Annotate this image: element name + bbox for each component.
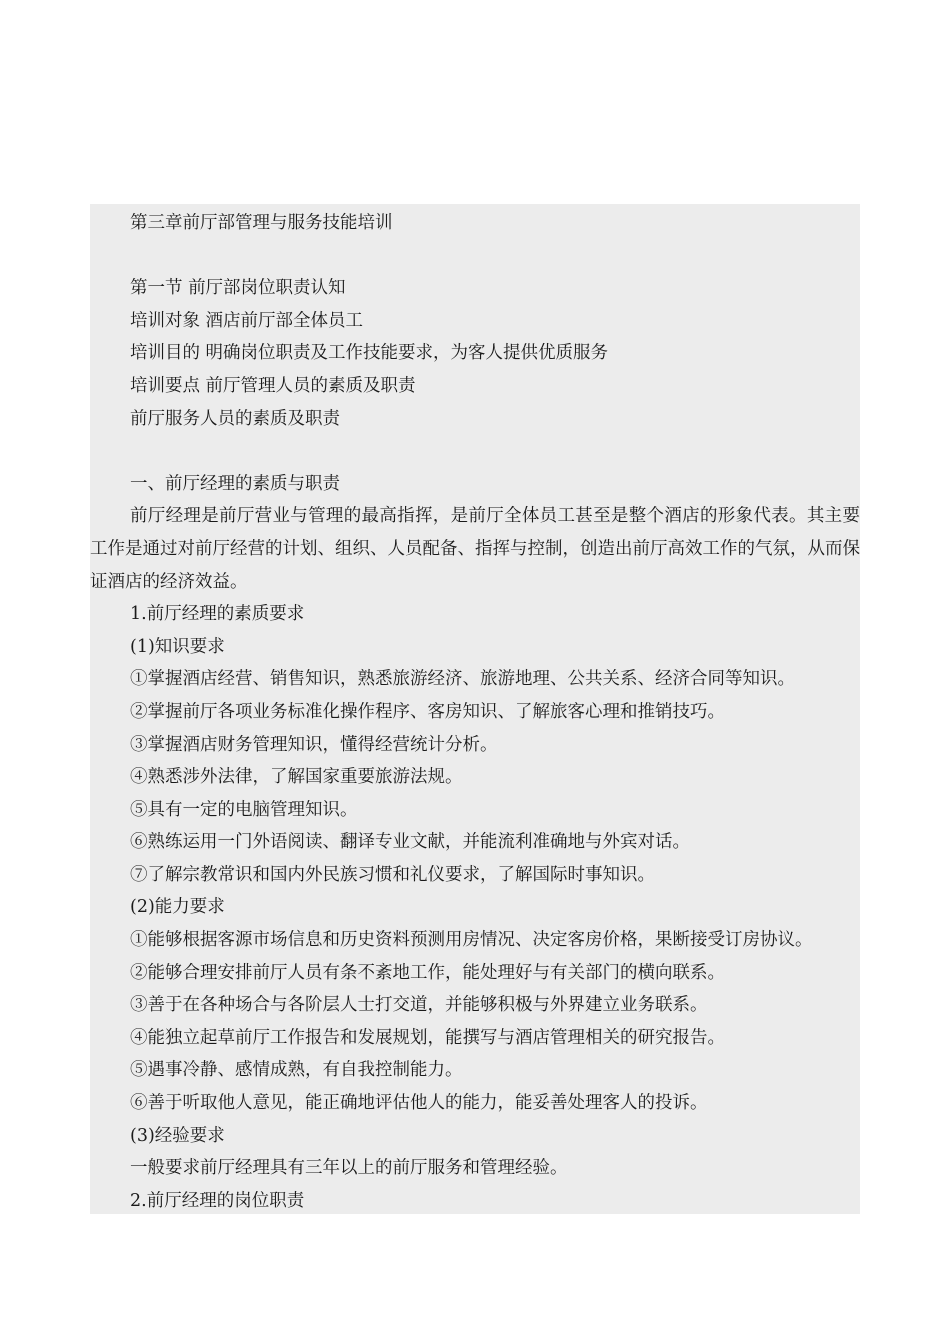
knowledge-item: ④熟悉涉外法律，了解国家重要旅游法规。 [130,767,463,788]
ability-title: (2)能力要求 [130,897,225,918]
knowledge-item: ③掌握酒店财务管理知识，懂得经营统计分析。 [130,734,498,755]
training-target: 培训对象 酒店前厅部全体员工 [130,310,364,331]
experience-title: (3)经验要求 [130,1125,225,1146]
knowledge-item: ⑥熟练运用一门外语阅读、翻译专业文献，并能流利准确地与外宾对话。 [130,832,690,853]
chapter-title: 第三章前厅部管理与服务技能培训 [130,213,393,233]
training-goal: 培训目的 明确岗位职责及工作技能要求，为客人提供优质服务 [130,343,609,364]
ability-item: ③善于在各种场合与各阶层人士打交道，并能够积极与外界建立业务联系。 [130,995,708,1016]
knowledge-item: ⑤具有一定的电脑管理知识。 [130,799,358,820]
section-title: 第一节 前厅部岗位职责认知 [130,278,346,299]
ability-item: ⑥善于听取他人意见，能正确地评估他人的能力，能妥善处理客人的投诉。 [130,1093,708,1114]
blank-line [90,240,860,273]
ability-item: ②能够合理安排前厅人员有条不紊地工作，能处理好与有关部门的横向联系。 [130,962,725,983]
blank-line [90,435,860,468]
knowledge-item: ①掌握酒店经营、销售知识，熟悉旅游经济、旅游地理、公共关系、经济合同等知识。 [130,669,795,690]
ability-item: ⑤遇事冷静、感情成熟，有自我控制能力。 [130,1060,463,1081]
document-body [90,207,860,1217]
knowledge-item: ②掌握前厅各项业务标准化操作程序、客房知识、了解旅客心理和推销技巧。 [130,701,725,722]
part-one-title: 一、前厅经理的素质与职责 [130,473,340,494]
ability-item: ④能独立起草前厅工作报告和发展规划，能撰写与酒店管理相关的研究报告。 [130,1027,725,1048]
experience-text: 一般要求前厅经理具有三年以上的前厅服务和管理经验。 [130,1158,568,1179]
ability-item: ①能够根据客源市场信息和历史资料预测用房情况、决定客房价格，果断接受订房协议。 [130,930,813,951]
knowledge-title: (1)知识要求 [130,636,225,657]
knowledge-item: ⑦了解宗教常识和国内外民族习惯和礼仪要求，了解国际时事知识。 [130,864,655,885]
training-points-2: 前厅服务人员的素质及职责 [130,408,340,429]
intro-paragraph: 前厅经理是前厅营业与管理的最高指挥，是前厅全体员工甚至是整个酒店的形象代表。其主要工作是通过对前厅经营的计划、组织、人员配备、指挥与控制，创造出前厅高效工作的气氛，从而保证酒店的经济效益。 [90,506,860,592]
training-points: 培训要点 前厅管理人员的素质及职责 [130,375,416,396]
quality-title: 1.前厅经理的素质要求 [130,604,305,625]
duties-title: 2.前厅经理的岗位职责 [130,1190,305,1211]
